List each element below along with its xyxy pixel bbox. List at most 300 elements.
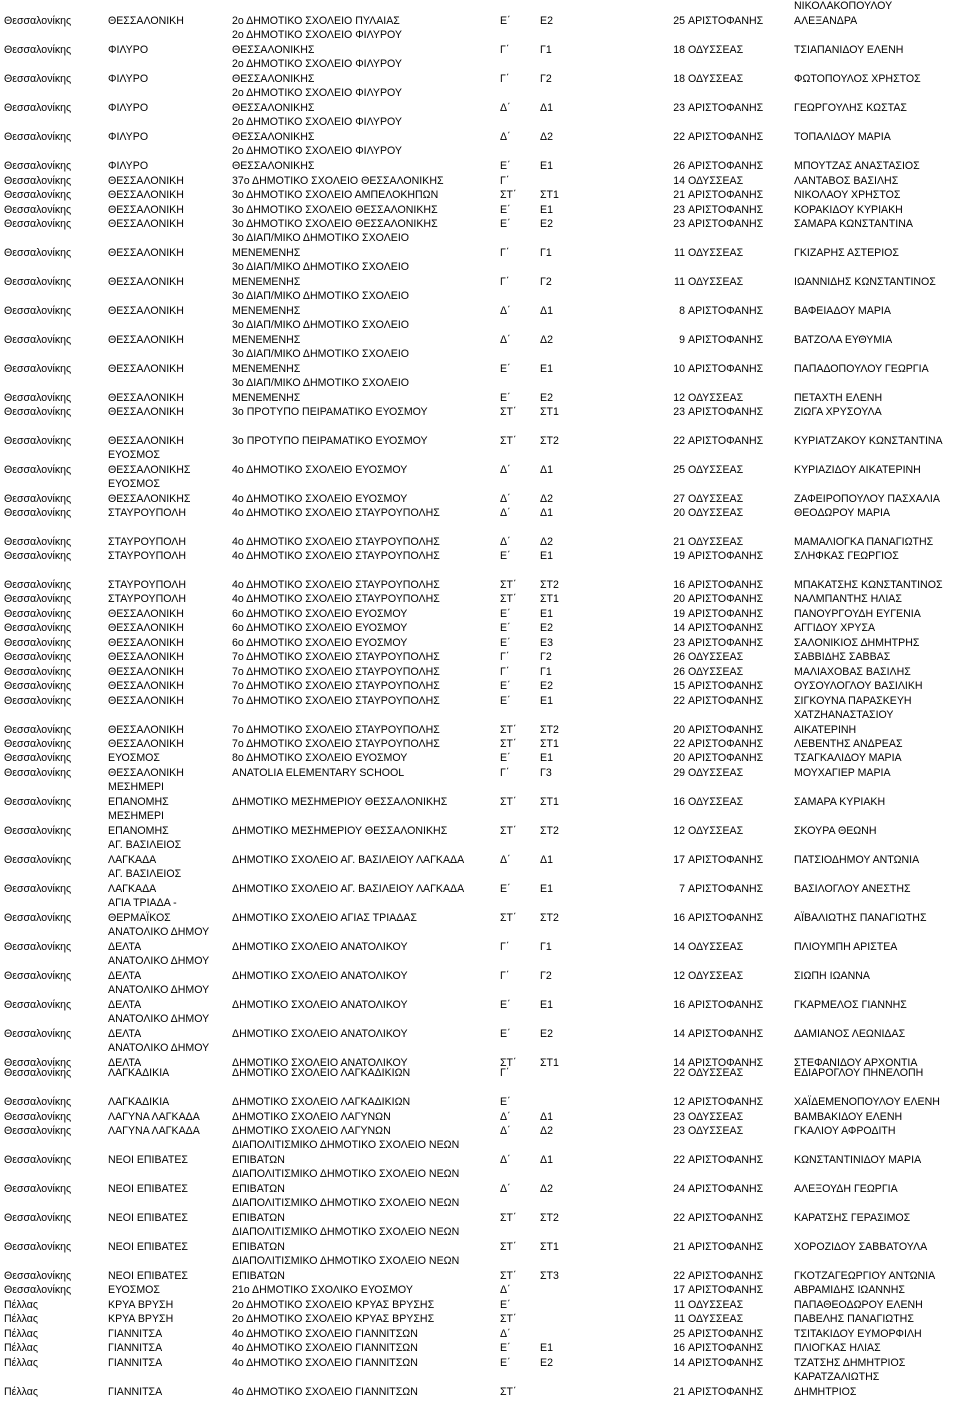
cell-prefecture: Θεσσαλονίκης: [4, 679, 72, 692]
cell-school: 37ο ΔΗΜΟΤΙΚΟ ΣΧΟΛΕΙΟ ΘΕΣΣΑΛΟΝΙΚΗΣ: [232, 174, 444, 187]
cell-school: 2ο ΔΗΜΟΤΙΚΟ ΣΧΟΛΕΙΟ ΦΙΛΥΡΟΥ ΘΕΣΣΑΛΟΝΙΚΗΣ: [232, 145, 402, 172]
cell-section: Ε2: [540, 391, 553, 404]
cell-section: Δ1: [540, 1153, 553, 1166]
cell-teacher: ΚΑΡΑΤΖΑΛΙΩΤΗΣ ΔΗΜΗΤΡΙΟΣ: [794, 1371, 880, 1398]
cell-book: ΟΔΥΣΣΕΑΣ: [688, 650, 744, 663]
cell-book: ΑΡΙΣΤΟΦΑΝΗΣ: [688, 130, 764, 143]
cell-municipality: ΘΕΣΣΑΛΟΝΙΚΗ: [108, 434, 184, 447]
cell-book: ΑΡΙΣΤΟΦΑΝΗΣ: [688, 751, 764, 764]
cell-school: 7ο ΔΗΜΟΤΙΚΟ ΣΧΟΛΕΙΟ ΣΤΑΥΡΟΥΠΟΛΗΣ: [232, 665, 440, 678]
cell-teacher: ΤΣΑΓΚΑΛΙΔΟΥ ΜΑΡΙΑ: [794, 751, 902, 764]
cell-prefecture: Θεσσαλονίκης: [4, 998, 72, 1011]
cell-book: ΑΡΙΣΤΟΦΑΝΗΣ: [688, 1269, 764, 1282]
cell-teacher: ΣΑΒΒΙΔΗΣ ΣΑΒΒΑΣ: [794, 650, 891, 663]
cell-book: ΑΡΙΣΤΟΦΑΝΗΣ: [688, 549, 764, 562]
cell-section: Δ1: [540, 101, 553, 114]
cell-prefecture: Θεσσαλονίκης: [4, 275, 72, 288]
cell-municipality: ΝΕΟΙ ΕΠΙΒΑΤΕΣ: [108, 1153, 188, 1166]
cell-school: 21ο ΔΗΜΟΤΙΚΟ ΣΧΟΛΙΚΟ ΕΥΟΣΜΟΥ: [232, 1283, 413, 1296]
cell-book: ΑΡΙΣΤΟΦΑΝΗΣ: [688, 1153, 764, 1166]
cell-count: 12: [673, 1095, 685, 1108]
cell-teacher: ΣΙΩΠΗ ΙΩΑΝΝΑ: [794, 969, 870, 982]
cell-section: Δ2: [540, 333, 553, 346]
cell-section: Ε2: [540, 621, 553, 634]
cell-book: ΑΡΙΣΤΟΦΑΝΗΣ: [688, 101, 764, 114]
cell-section: Γ2: [540, 650, 552, 663]
cell-school: 3ο ΠΡΟΤΥΠΟ ΠΕΙΡΑΜΑΤΙΚΟ ΕΥΟΣΜΟΥ: [232, 405, 428, 418]
cell-book: ΑΡΙΣΤΟΦΑΝΗΣ: [688, 998, 764, 1011]
cell-municipality: ΛΑΓΥΝΑ ΛΑΓΚΑΔΑ: [108, 1124, 200, 1137]
cell-count: 22: [673, 434, 685, 447]
cell-book: ΑΡΙΣΤΟΦΑΝΗΣ: [688, 333, 764, 346]
cell-section: Γ3: [540, 766, 552, 779]
cell-count: 25: [673, 1327, 685, 1340]
cell-teacher: ΧΟΡΟΖΙΔΟΥ ΣΑΒΒΑΤΟΥΛΑ: [794, 1240, 928, 1253]
cell-book: ΑΡΙΣΤΟΦΑΝΗΣ: [688, 362, 764, 375]
cell-school: ΔΙΑΠΟΛΙΤΙΣΜΙΚΟ ΔΗΜΟΤΙΚΟ ΣΧΟΛΕΙΟ ΝΕΩΝ ΕΠΙΒΑΤΩΝ: [232, 1197, 460, 1224]
cell-section: Δ2: [540, 1124, 553, 1137]
cell-grade: Δ΄: [500, 333, 511, 346]
cell-school: ΔΗΜΟΤΙΚΟ ΣΧΟΛΕΙΟ ΛΑΓΥΝΩΝ: [232, 1124, 391, 1137]
cell-section: ΣΤ2: [540, 824, 559, 837]
cell-count: 22: [673, 1153, 685, 1166]
cell-teacher: ΟΥΣΟΥΛΟΓΛΟΥ ΒΑΣΙΛΙΚΗ: [794, 679, 923, 692]
cell-book: ΑΡΙΣΤΟΦΑΝΗΣ: [688, 882, 764, 895]
cell-teacher: ΓΚΙΖΑΡΗΣ ΑΣΤΕΡΙΟΣ: [794, 246, 899, 259]
cell-teacher: ΒΑΤΖΟΛΑ ΕΥΘΥΜΙΑ: [794, 333, 893, 346]
cell-teacher: ΦΩΤΟΠΟΥΛΟΣ ΧΡΗΣΤΟΣ: [794, 72, 921, 85]
cell-grade: Δ΄: [500, 1110, 511, 1123]
cell-prefecture: Θεσσαλονίκης: [4, 766, 72, 779]
cell-book: ΑΡΙΣΤΟΦΑΝΗΣ: [688, 203, 764, 216]
cell-municipality: ΝΕΟΙ ΕΠΙΒΑΤΕΣ: [108, 1211, 188, 1224]
cell-teacher: ΑΪΒΑΛΙΩΤΗΣ ΠΑΝΑΓΙΩΤΗΣ: [794, 911, 927, 924]
cell-school: ΔΙΑΠΟΛΙΤΙΣΜΙΚΟ ΔΗΜΟΤΙΚΟ ΣΧΟΛΕΙΟ ΝΕΩΝ ΕΠΙΒΑΤΩΝ: [232, 1255, 460, 1282]
cell-book: ΟΔΥΣΣΕΑΣ: [688, 246, 744, 259]
cell-municipality: ΘΕΣΣΑΛΟΝΙΚΗ: [108, 636, 184, 649]
cell-count: 20: [673, 506, 685, 519]
cell-teacher: ΘΕΟΔΩΡΟΥ ΜΑΡΙΑ: [794, 506, 891, 519]
cell-book: ΑΡΙΣΤΟΦΑΝΗΣ: [688, 1095, 764, 1108]
cell-section: Ε2: [540, 679, 553, 692]
cell-count: 22: [673, 694, 685, 707]
cell-section: Ε2: [540, 1356, 553, 1369]
cell-municipality: ΝΕΟΙ ΕΠΙΒΑΤΕΣ: [108, 1182, 188, 1195]
cell-count: 26: [673, 665, 685, 678]
cell-book: ΟΔΥΣΣΕΑΣ: [688, 1124, 744, 1137]
cell-grade: Δ΄: [500, 130, 511, 143]
cell-book: ΑΡΙΣΤΟΦΑΝΗΣ: [688, 723, 764, 736]
cell-count: 23: [673, 1124, 685, 1137]
cell-grade: Γ΄: [500, 766, 510, 779]
cell-prefecture: Θεσσαλονίκης: [4, 882, 72, 895]
cell-school: ΔΗΜΟΤΙΚΟ ΣΧΟΛΕΙΟ ΑΝΑΤΟΛΙΚΟΥ: [232, 940, 408, 953]
cell-municipality: ΜΕΣΗΜΕΡΙ ΕΠΑΝΟΜΗΣ: [108, 781, 169, 808]
cell-grade: Γ΄: [500, 275, 510, 288]
cell-section: ΣΤ1: [540, 188, 559, 201]
cell-section: Γ2: [540, 72, 552, 85]
cell-prefecture: Πέλλας: [4, 1356, 39, 1369]
cell-teacher: ΛΕΒΕΝΤΗΣ ΑΝΔΡΕΑΣ: [794, 737, 903, 750]
cell-municipality: ΛΑΓΚΑΔΙΚΙΑ: [108, 1066, 170, 1079]
cell-grade: Ε΄: [500, 882, 511, 895]
cell-grade: Ε΄: [500, 1356, 511, 1369]
cell-prefecture: Πέλλας: [4, 1298, 39, 1311]
cell-grade: Δ΄: [500, 1327, 511, 1340]
cell-municipality: ΕΥΟΣΜΟΣ ΘΕΣΣΑΛΟΝΙΚΗΣ: [108, 478, 191, 505]
cell-grade: Δ΄: [500, 463, 511, 476]
cell-count: 22: [673, 737, 685, 750]
cell-book: ΑΡΙΣΤΟΦΑΝΗΣ: [688, 578, 764, 591]
cell-section: ΣΤ1: [540, 795, 559, 808]
cell-municipality: ΣΤΑΥΡΟΥΠΟΛΗ: [108, 549, 187, 562]
cell-count: 16: [673, 1341, 685, 1354]
cell-count: 16: [673, 998, 685, 1011]
cell-prefecture: Θεσσαλονίκης: [4, 1066, 72, 1079]
cell-grade: ΣΤ΄: [500, 188, 517, 201]
cell-teacher: ΕΔΙΑΡΟΓΛΟΥ ΠΗΝΕΛΟΠΗ: [794, 1066, 924, 1079]
cell-count: 26: [673, 650, 685, 663]
cell-municipality: ΘΕΣΣΑΛΟΝΙΚΗ: [108, 607, 184, 620]
cell-grade: Γ΄: [500, 650, 510, 663]
cell-grade: Γ΄: [500, 246, 510, 259]
cell-prefecture: Θεσσαλονίκης: [4, 694, 72, 707]
cell-prefecture: Θεσσαλονίκης: [4, 1182, 72, 1195]
cell-grade: Γ΄: [500, 940, 510, 953]
cell-school: 4ο ΔΗΜΟΤΙΚΟ ΣΧΟΛΕΙΟ ΓΙΑΝΝΙΤΣΩΝ: [232, 1385, 418, 1398]
cell-prefecture: Θεσσαλονίκης: [4, 188, 72, 201]
cell-municipality: ΝΕΟΙ ΕΠΙΒΑΤΕΣ: [108, 1240, 188, 1253]
cell-school: 2ο ΔΗΜΟΤΙΚΟ ΣΧΟΛΕΙΟ ΚΡΥΑΣ ΒΡΥΣΗΣ: [232, 1298, 435, 1311]
cell-municipality: ΦΙΛΥΡΟ: [108, 130, 149, 143]
cell-section: Ε2: [540, 1027, 553, 1040]
cell-school: 6ο ΔΗΜΟΤΙΚΟ ΣΧΟΛΕΙΟ ΕΥΟΣΜΟΥ: [232, 607, 408, 620]
cell-teacher: ΚΥΡΙΑΤΖΑΚΟΥ ΚΩΝΣΤΑΝΤΙΝΑ: [794, 434, 943, 447]
cell-prefecture: Πέλλας: [4, 1327, 39, 1340]
cell-count: 23: [673, 203, 685, 216]
cell-book: ΟΔΥΣΣΕΑΣ: [688, 535, 744, 548]
cell-school: 4ο ΔΗΜΟΤΙΚΟ ΣΧΟΛΕΙΟ ΓΙΑΝΝΙΤΣΩΝ: [232, 1356, 418, 1369]
cell-teacher: ΣΑΜΑΡΑ ΚΩΝΣΤΑΝΤΙΝΑ: [794, 217, 913, 230]
cell-grade: Ε΄: [500, 203, 511, 216]
cell-teacher: ΤΟΠΑΛΙΔΟΥ ΜΑΡΙΑ: [794, 130, 891, 143]
cell-municipality: ΘΕΣΣΑΛΟΝΙΚΗ: [108, 217, 184, 230]
cell-prefecture: Θεσσαλονίκης: [4, 578, 72, 591]
cell-municipality: ΑΓ. ΒΑΣΙΛΕΙΟΣ ΛΑΓΚΑΔΑ: [108, 839, 182, 866]
cell-book: ΟΔΥΣΣΕΑΣ: [688, 391, 744, 404]
cell-prefecture: Θεσσαλονίκης: [4, 592, 72, 605]
cell-section: Δ1: [540, 463, 553, 476]
cell-municipality: ΦΙΛΥΡΟ: [108, 159, 149, 172]
cell-municipality: ΘΕΣΣΑΛΟΝΙΚΗ: [108, 650, 184, 663]
cell-municipality: ΘΕΣΣΑΛΟΝΙΚΗ: [108, 723, 184, 736]
cell-section: Γ2: [540, 969, 552, 982]
cell-teacher: ΓΚΑΡΜΕΛΟΣ ΓΙΑΝΝΗΣ: [794, 998, 907, 1011]
cell-section: Ε3: [540, 636, 553, 649]
cell-teacher: ΔΑΜΙΑΝΟΣ ΛΕΩΝΙΔΑΣ: [794, 1027, 906, 1040]
cell-section: ΣΤ1: [540, 737, 559, 750]
cell-book: ΟΔΥΣΣΕΑΣ: [688, 766, 744, 779]
cell-teacher: ΠΛΙΟΥΜΠΗ ΑΡΙΣΤΕΑ: [794, 940, 898, 953]
cell-teacher: ΒΑΦΕΙΑΔΟΥ ΜΑΡΙΑ: [794, 304, 891, 317]
cell-grade: Δ΄: [500, 535, 511, 548]
cell-grade: Ε΄: [500, 751, 511, 764]
cell-municipality: ΝΕΟΙ ΕΠΙΒΑΤΕΣ: [108, 1269, 188, 1282]
cell-teacher: ΠΛΙΟΓΚΑΣ ΗΛΙΑΣ: [794, 1341, 881, 1354]
cell-section: Ε1: [540, 694, 553, 707]
cell-prefecture: Θεσσαλονίκης: [4, 101, 72, 114]
cell-book: ΟΔΥΣΣΕΑΣ: [688, 940, 744, 953]
cell-teacher: ΣΙΓΚΟΥΝΑ ΠΑΡΑΣΚΕΥΗ: [794, 694, 912, 707]
cell-municipality: ΘΕΣΣΑΛΟΝΙΚΗ: [108, 621, 184, 634]
cell-municipality: ΛΑΓΚΑΔΙΚΙΑ: [108, 1095, 170, 1108]
cell-count: 22: [673, 1066, 685, 1079]
cell-count: 23: [673, 1110, 685, 1123]
cell-book: ΟΔΥΣΣΕΑΣ: [688, 1298, 744, 1311]
cell-municipality: ΘΕΣΣΑΛΟΝΙΚΗ: [108, 14, 184, 27]
cell-teacher: ΠΑΠΑΔΟΠΟΥΛΟΥ ΓΕΩΡΓΙΑ: [794, 362, 929, 375]
cell-book: ΑΡΙΣΤΟΦΑΝΗΣ: [688, 159, 764, 172]
cell-book: ΟΔΥΣΣΕΑΣ: [688, 969, 744, 982]
cell-section: Ε2: [540, 14, 553, 27]
cell-count: 19: [673, 607, 685, 620]
cell-grade: Γ΄: [500, 1066, 510, 1079]
cell-school: 7ο ΔΗΜΟΤΙΚΟ ΣΧΟΛΕΙΟ ΣΤΑΥΡΟΥΠΟΛΗΣ: [232, 737, 440, 750]
cell-school: ΔΗΜΟΤΙΚΟ ΣΧΟΛΕΙΟ ΑΓ. ΒΑΣΙΛΕΙΟΥ ΛΑΓΚΑΔΑ: [232, 853, 465, 866]
cell-prefecture: Θεσσαλονίκης: [4, 130, 72, 143]
cell-municipality: ΘΕΣΣΑΛΟΝΙΚΗ: [108, 174, 184, 187]
cell-book: ΑΡΙΣΤΟΦΑΝΗΣ: [688, 1240, 764, 1253]
cell-section: Δ2: [540, 130, 553, 143]
cell-count: 17: [673, 853, 685, 866]
cell-school: ΔΗΜΟΤΙΚΟ ΣΧΟΛΕΙΟ ΑΝΑΤΟΛΙΚΟΥ: [232, 969, 408, 982]
cell-municipality: ΕΥΟΣΜΟΣ: [108, 751, 160, 764]
cell-municipality: ΘΕΣΣΑΛΟΝΙΚΗ: [108, 188, 184, 201]
cell-prefecture: Θεσσαλονίκης: [4, 737, 72, 750]
cell-school: ΔΗΜΟΤΙΚΟ ΣΧΟΛΕΙΟ ΛΑΓΚΑΔΙΚΙΩΝ: [232, 1095, 411, 1108]
cell-prefecture: Θεσσαλονίκης: [4, 203, 72, 216]
cell-count: 29: [673, 766, 685, 779]
cell-municipality: ΚΡΥΑ ΒΡΥΣΗ: [108, 1298, 174, 1311]
cell-municipality: ΕΥΟΣΜΟΣ ΘΕΣΣΑΛΟΝΙΚΗΣ: [108, 449, 191, 476]
cell-count: 14: [673, 1027, 685, 1040]
cell-prefecture: Θεσσαλονίκης: [4, 650, 72, 663]
cell-book: ΑΡΙΣΤΟΦΑΝΗΣ: [688, 434, 764, 447]
cell-count: 16: [673, 578, 685, 591]
cell-book: ΑΡΙΣΤΟΦΑΝΗΣ: [688, 217, 764, 230]
cell-teacher: ΜΑΜΑΛΙΟΓΚΑ ΠΑΝΑΓΙΩΤΗΣ: [794, 535, 934, 548]
cell-count: 12: [673, 969, 685, 982]
cell-section: ΣΤ2: [540, 723, 559, 736]
cell-municipality: ΑΝΑΤΟΛΙΚΟ ΔΗΜΟΥ ΔΕΛΤΑ: [108, 926, 210, 953]
cell-teacher: ΣΛΗΦΚΑΣ ΓΕΩΡΓΙΟΣ: [794, 549, 899, 562]
cell-teacher: ΚΩΝΣΤΑΝΤΙΝΙΔΟΥ ΜΑΡΙΑ: [794, 1153, 922, 1166]
cell-school: 3ο ΔΗΜΟΤΙΚΟ ΣΧΟΛΕΙΟ ΑΜΠΕΛΟΚΗΠΩΝ: [232, 188, 439, 201]
cell-municipality: ΛΑΓΥΝΑ ΛΑΓΚΑΔΑ: [108, 1110, 200, 1123]
cell-grade: Ε΄: [500, 1341, 511, 1354]
cell-prefecture: Θεσσαλονίκης: [4, 43, 72, 56]
cell-count: 11: [674, 275, 685, 288]
cell-count: 14: [673, 940, 685, 953]
cell-school: ΔΙΑΠΟΛΙΤΙΣΜΙΚΟ ΔΗΜΟΤΙΚΟ ΣΧΟΛΕΙΟ ΝΕΩΝ ΕΠΙΒΑΤΩΝ: [232, 1168, 460, 1195]
cell-book: ΟΔΥΣΣΕΑΣ: [688, 1312, 744, 1325]
cell-municipality: ΣΤΑΥΡΟΥΠΟΛΗ: [108, 535, 187, 548]
cell-school: ΔΗΜΟΤΙΚΟ ΜΕΣΗΜΕΡΙΟΥ ΘΕΣΣΑΛΟΝΙΚΗΣ: [232, 824, 448, 837]
cell-grade: ΣΤ΄: [500, 1211, 517, 1224]
cell-teacher: ΧΑΪΔΕΜΕΝΟΠΟΥΛΟΥ ΕΛΕΝΗ: [794, 1095, 940, 1108]
cell-grade: Γ΄: [500, 174, 510, 187]
cell-grade: Γ΄: [500, 72, 510, 85]
cell-section: Γ1: [540, 665, 552, 678]
cell-school: 3ο ΔΙΑΠ/ΜΙΚΟ ΔΗΜΟΤΙΚΟ ΣΧΟΛΕΙΟ ΜΕΝΕΜΕΝΗΣ: [232, 290, 410, 317]
cell-teacher: ΖΑΦΕΙΡΟΠΟΥΛΟΥ ΠΑΣΧΑΛΙΑ: [794, 492, 940, 505]
cell-prefecture: Θεσσαλονίκης: [4, 174, 72, 187]
cell-book: ΟΔΥΣΣΕΑΣ: [688, 174, 744, 187]
cell-grade: ΣΤ΄: [500, 578, 517, 591]
cell-section: Ε2: [540, 217, 553, 230]
cell-municipality: ΘΕΣΣΑΛΟΝΙΚΗ: [108, 362, 184, 375]
cell-prefecture: Θεσσαλονίκης: [4, 795, 72, 808]
cell-prefecture: Θεσσαλονίκης: [4, 1056, 72, 1069]
cell-count: 16: [673, 911, 685, 924]
cell-municipality: ΕΥΟΣΜΟΣ: [108, 1283, 160, 1296]
cell-prefecture: Θεσσαλονίκης: [4, 1283, 72, 1296]
cell-teacher: ΛΑΝΤΑΒΟΣ ΒΑΣΙΛΗΣ: [794, 174, 899, 187]
cell-grade: ΣΤ΄: [500, 434, 517, 447]
cell-count: 25: [673, 14, 685, 27]
cell-grade: ΣΤ΄: [500, 911, 517, 924]
cell-prefecture: Θεσσαλονίκης: [4, 246, 72, 259]
cell-count: 27: [673, 492, 685, 505]
cell-prefecture: Θεσσαλονίκης: [4, 434, 72, 447]
cell-school: 6ο ΔΗΜΟΤΙΚΟ ΣΧΟΛΕΙΟ ΕΥΟΣΜΟΥ: [232, 621, 408, 634]
cell-count: 7: [679, 882, 685, 895]
cell-school: 3ο ΔΗΜΟΤΙΚΟ ΣΧΟΛΕΙΟ ΘΕΣΣΑΛΟΝΙΚΗΣ: [232, 217, 438, 230]
cell-section: Ε1: [540, 882, 553, 895]
cell-grade: Γ΄: [500, 969, 510, 982]
cell-school: 2ο ΔΗΜΟΤΙΚΟ ΣΧΟΛΕΙΟ ΚΡΥΑΣ ΒΡΥΣΗΣ: [232, 1312, 435, 1325]
cell-teacher: ΜΠΟΥΤΖΑΣ ΑΝΑΣΤΑΣΙΟΣ: [794, 159, 920, 172]
cell-prefecture: Θεσσαλονίκης: [4, 1240, 72, 1253]
cell-teacher: ΠΑΠΑΘΕΟΔΩΡΟΥ ΕΛΕΝΗ: [794, 1298, 923, 1311]
cell-school: 2ο ΔΗΜΟΤΙΚΟ ΣΧΟΛΕΙΟ ΦΙΛΥΡΟΥ ΘΕΣΣΑΛΟΝΙΚΗΣ: [232, 29, 402, 56]
cell-section: Γ2: [540, 275, 552, 288]
cell-book: ΟΔΥΣΣΕΑΣ: [688, 1110, 744, 1123]
cell-count: 23: [673, 217, 685, 230]
cell-section: Γ1: [540, 43, 552, 56]
cell-book: ΑΡΙΣΤΟΦΑΝΗΣ: [688, 1027, 764, 1040]
cell-teacher: ΒΑΜΒΑΚΙΔΟΥ ΕΛΕΝΗ: [794, 1110, 903, 1123]
cell-school: ΔΗΜΟΤΙΚΟ ΜΕΣΗΜΕΡΙΟΥ ΘΕΣΣΑΛΟΝΙΚΗΣ: [232, 795, 448, 808]
cell-prefecture: Θεσσαλονίκης: [4, 1027, 72, 1040]
cell-prefecture: Θεσσαλονίκης: [4, 911, 72, 924]
cell-prefecture: Θεσσαλονίκης: [4, 1110, 72, 1123]
cell-teacher: ΤΣΙΤΑΚΙΔΟΥ ΕΥΜΟΡΦΙΛΗ: [794, 1327, 922, 1340]
cell-school: 3ο ΔΗΜΟΤΙΚΟ ΣΧΟΛΕΙΟ ΘΕΣΣΑΛΟΝΙΚΗΣ: [232, 203, 438, 216]
cell-grade: Ε΄: [500, 607, 511, 620]
cell-municipality: ΘΕΣΣΑΛΟΝΙΚΗ: [108, 246, 184, 259]
cell-school: ΔΗΜΟΤΙΚΟ ΣΧΟΛΕΙΟ ΑΝΑΤΟΛΙΚΟΥ: [232, 1056, 408, 1069]
cell-prefecture: Θεσσαλονίκης: [4, 940, 72, 953]
cell-school: 3ο ΔΙΑΠ/ΜΙΚΟ ΔΗΜΟΤΙΚΟ ΣΧΟΛΕΙΟ ΜΕΝΕΜΕΝΗΣ: [232, 377, 410, 404]
cell-municipality: ΚΡΥΑ ΒΡΥΣΗ: [108, 1312, 174, 1325]
cell-count: 22: [673, 1211, 685, 1224]
cell-school: ΔΗΜΟΤΙΚΟ ΣΧΟΛΕΙΟ ΑΝΑΤΟΛΙΚΟΥ: [232, 998, 408, 1011]
cell-teacher: ΝΑΛΜΠΑΝΤΗΣ ΗΛΙΑΣ: [794, 592, 902, 605]
cell-book: ΑΡΙΣΤΟΦΑΝΗΣ: [688, 636, 764, 649]
cell-section: Δ2: [540, 1182, 553, 1195]
cell-count: 8: [679, 304, 685, 317]
cell-school: 7ο ΔΗΜΟΤΙΚΟ ΣΧΟΛΕΙΟ ΣΤΑΥΡΟΥΠΟΛΗΣ: [232, 694, 440, 707]
cell-book: ΑΡΙΣΤΟΦΑΝΗΣ: [688, 1182, 764, 1195]
cell-teacher: ΜΟΥΧΑΓΙΕΡ ΜΑΡΙΑ: [794, 766, 891, 779]
cell-grade: Δ΄: [500, 304, 511, 317]
cell-prefecture: Θεσσαλονίκης: [4, 217, 72, 230]
cell-count: 26: [673, 159, 685, 172]
cell-municipality: ΣΤΑΥΡΟΥΠΟΛΗ: [108, 578, 187, 591]
cell-school: 3ο ΔΙΑΠ/ΜΙΚΟ ΔΗΜΟΤΙΚΟ ΣΧΟΛΕΙΟ ΜΕΝΕΜΕΝΗΣ: [232, 319, 410, 346]
cell-count: 14: [673, 1056, 685, 1069]
cell-municipality: ΘΕΣΣΑΛΟΝΙΚΗ: [108, 665, 184, 678]
cell-book: ΟΔΥΣΣΕΑΣ: [688, 275, 744, 288]
cell-grade: Δ΄: [500, 492, 511, 505]
cell-count: 12: [673, 824, 685, 837]
cell-book: ΑΡΙΣΤΟΦΑΝΗΣ: [688, 1056, 764, 1069]
cell-school: 4ο ΔΗΜΟΤΙΚΟ ΣΧΟΛΕΙΟ ΣΤΑΥΡΟΥΠΟΛΗΣ: [232, 506, 440, 519]
cell-section: Ε1: [540, 549, 553, 562]
cell-grade: Ε΄: [500, 14, 511, 27]
cell-prefecture: Θεσσαλονίκης: [4, 665, 72, 678]
cell-teacher: ΚΟΡΑΚΙΔΟΥ ΚΥΡΙΑΚΗ: [794, 203, 903, 216]
cell-teacher: ΓΚΑΛΙΟΥ ΑΦΡΟΔΙΤΗ: [794, 1124, 896, 1137]
cell-count: 19: [673, 549, 685, 562]
cell-book: ΑΡΙΣΤΟΦΑΝΗΣ: [688, 737, 764, 750]
cell-section: Δ2: [540, 535, 553, 548]
cell-grade: Ε΄: [500, 159, 511, 172]
cell-municipality: ΦΙΛΥΡΟ: [108, 101, 149, 114]
cell-prefecture: Θεσσαλονίκης: [4, 362, 72, 375]
cell-section: Δ1: [540, 304, 553, 317]
cell-school: ΔΙΑΠΟΛΙΤΙΣΜΙΚΟ ΔΗΜΟΤΙΚΟ ΣΧΟΛΕΙΟ ΝΕΩΝ ΕΠΙΒΑΤΩΝ: [232, 1226, 460, 1253]
cell-teacher: ΣΑΜΑΡΑ ΚΥΡΙΑΚΗ: [794, 795, 886, 808]
cell-school: 4ο ΔΗΜΟΤΙΚΟ ΣΧΟΛΕΙΟ ΕΥΟΣΜΟΥ: [232, 492, 408, 505]
cell-book: ΑΡΙΣΤΟΦΑΝΗΣ: [688, 188, 764, 201]
cell-count: 11: [674, 1312, 685, 1325]
cell-count: 18: [673, 72, 685, 85]
cell-prefecture: Θεσσαλονίκης: [4, 824, 72, 837]
cell-count: 14: [673, 174, 685, 187]
cell-school: 4ο ΔΗΜΟΤΙΚΟ ΣΧΟΛΕΙΟ ΣΤΑΥΡΟΥΠΟΛΗΣ: [232, 549, 440, 562]
cell-prefecture: Θεσσαλονίκης: [4, 723, 72, 736]
cell-book: ΑΡΙΣΤΟΦΑΝΗΣ: [688, 1385, 764, 1398]
cell-book: ΑΡΙΣΤΟΦΑΝΗΣ: [688, 304, 764, 317]
cell-section: Ε1: [540, 998, 553, 1011]
cell-count: 23: [673, 101, 685, 114]
cell-teacher: ΑΓΓΙΔΟΥ ΧΡΥΣΑ: [794, 621, 876, 634]
cell-count: 24: [673, 1182, 685, 1195]
cell-prefecture: Θεσσαλονίκης: [4, 1153, 72, 1166]
cell-teacher: ΤΣΙΑΠΑΝΙΔΟΥ ΕΛΕΝΗ: [794, 43, 904, 56]
cell-book: ΑΡΙΣΤΟΦΑΝΗΣ: [688, 607, 764, 620]
cell-prefecture: Θεσσαλονίκης: [4, 304, 72, 317]
cell-teacher: ΑΒΡΑΜΙΔΗΣ ΙΩΑΝΝΗΣ: [794, 1283, 905, 1296]
cell-teacher: ΚΥΡΙΑΖΙΔΟΥ ΑΙΚΑΤΕΡΙΝΗ: [794, 463, 921, 476]
cell-book: ΑΡΙΣΤΟΦΑΝΗΣ: [688, 853, 764, 866]
cell-municipality: ΑΓΙΑ ΤΡΙΑΔΑ - ΘΕΡΜΑΪΚΟΣ: [108, 897, 177, 924]
cell-prefecture: Θεσσαλονίκης: [4, 159, 72, 172]
cell-grade: Δ΄: [500, 853, 511, 866]
cell-section: Ε1: [540, 362, 553, 375]
